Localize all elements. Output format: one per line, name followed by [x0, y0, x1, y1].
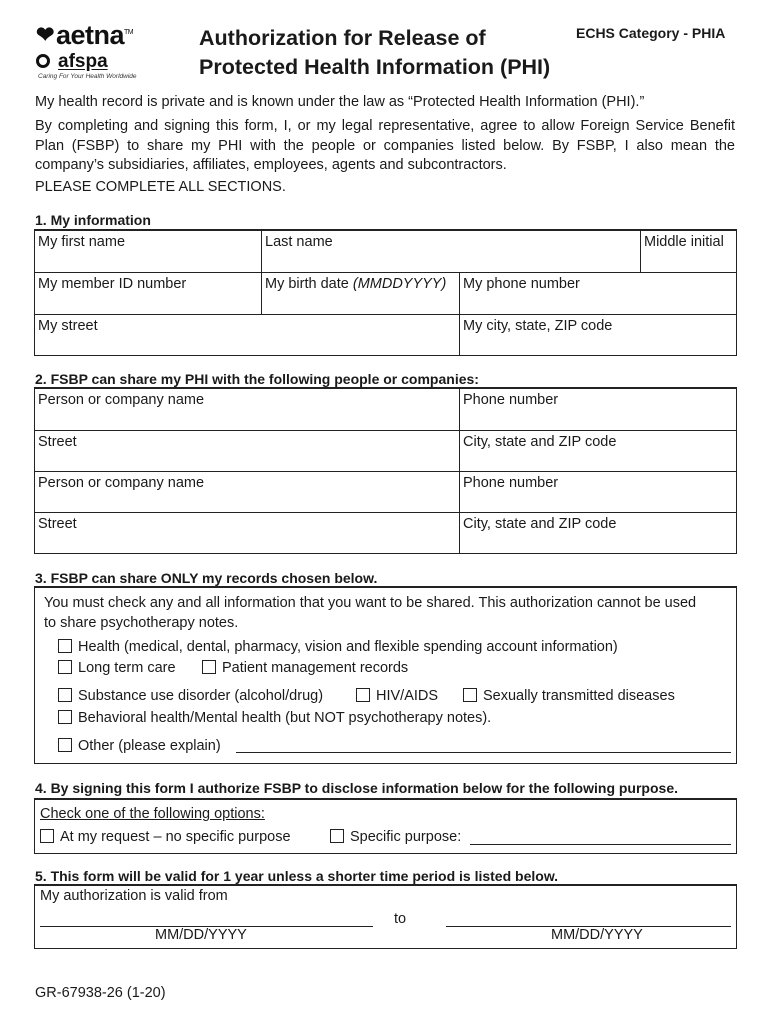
- afspa-logo-text: afspa: [58, 51, 108, 72]
- option-other-label: Other (please explain): [78, 738, 221, 754]
- intro-instruction: PLEASE COMPLETE ALL SECTIONS.: [35, 179, 286, 195]
- person1-phone-field[interactable]: [459, 388, 737, 431]
- section3-title: 3. FSBP can share ONLY my records chosen below.: [35, 570, 378, 586]
- middle-initial-label: Middle initial: [644, 234, 724, 250]
- specific-purpose-checkbox[interactable]: [330, 829, 344, 843]
- person2-street-field[interactable]: [34, 512, 460, 554]
- member-id-field[interactable]: [34, 272, 262, 315]
- form-number: GR-67938-26 (1-20): [35, 985, 166, 1001]
- birth-date-format: (MMDDYYYY): [352, 276, 447, 292]
- option-long-term-care[interactable]: [58, 660, 176, 676]
- birth-date-label: My birth date: [265, 276, 349, 292]
- form-title-line2: Protected Health Information (PHI): [199, 55, 551, 79]
- health-checkbox[interactable]: [58, 639, 72, 653]
- person2-street-label: Street: [38, 516, 77, 532]
- valid-to-date-format: MM/DD/YYYY: [551, 927, 643, 943]
- records-instructions-line1: You must check any and all information that you want to be shared. This authorization cannot be used: [44, 595, 697, 611]
- section2-title: 2. FSBP can share my PHI with the following people or companies:: [35, 371, 479, 387]
- person2-phone-label: Phone number: [463, 475, 559, 491]
- section4-title: 4. By signing this form I authorize FSBP to disclose information below for the following purpose.: [35, 780, 679, 796]
- person1-phone-label: Phone number: [463, 392, 559, 408]
- option-other[interactable]: [58, 738, 221, 754]
- heart-icon: ❤: [36, 22, 54, 47]
- option-substance-use[interactable]: [58, 688, 323, 704]
- birth-date-field[interactable]: [261, 272, 460, 315]
- option-std-label: Sexually transmitted diseases: [483, 688, 675, 704]
- form-title-line1: Authorization for Release of: [199, 26, 486, 50]
- person2-phone-field[interactable]: [459, 471, 737, 513]
- option-patient-management-label: Patient management records: [222, 660, 409, 676]
- intro-paragraph-2: By completing and signing this form, I, or my legal representative, agree to allow Foreign Service Benefit Plan (FSBP) to share my PHI with the people or companies listed below. By FSBP, I also mean the company’s subsidiaries, affiliates, employees, agents and subcontractors.: [35, 118, 735, 173]
- option-hiv-aids-label: HIV/AIDS: [376, 688, 439, 704]
- first-name-label: My first name: [38, 234, 126, 250]
- first-name-field[interactable]: [34, 230, 262, 273]
- valid-to-label: to: [394, 911, 407, 927]
- street-label: My street: [38, 318, 98, 334]
- middle-initial-field[interactable]: [640, 230, 737, 273]
- option-long-term-care-label: Long term care: [78, 660, 176, 676]
- section5-title: 5. This form will be valid for 1 year unless a shorter time period is listed below.: [35, 868, 559, 884]
- aetna-logo: ❤aetna™: [36, 20, 134, 50]
- category-label: ECHS Category - PHIA: [576, 25, 726, 41]
- option-health[interactable]: [58, 639, 618, 655]
- person1-street-field[interactable]: [34, 430, 460, 472]
- person1-name-field[interactable]: [34, 388, 460, 431]
- option-health-label: Health (medical, dental, pharmacy, vision and flexible spending account information): [78, 639, 618, 655]
- option-specific-purpose[interactable]: [330, 829, 461, 845]
- person2-name-label: Person or company name: [38, 475, 205, 491]
- section1-title: 1. My information: [35, 212, 151, 228]
- patient-management-checkbox[interactable]: [202, 660, 216, 674]
- person1-name-label: Person or company name: [38, 392, 205, 408]
- option-at-my-request-label: At my request – no specific purpose: [60, 829, 291, 845]
- option-std[interactable]: [463, 688, 675, 704]
- form-title: [199, 24, 550, 82]
- person1-city-field[interactable]: [459, 430, 737, 472]
- option-hiv-aids[interactable]: [356, 688, 438, 704]
- option-substance-use-label: Substance use disorder (alcohol/drug): [78, 688, 324, 704]
- option-behavioral-health[interactable]: [58, 710, 491, 726]
- substance-use-checkbox[interactable]: [58, 688, 72, 702]
- afspa-logo: [36, 52, 108, 72]
- behavioral-health-checkbox[interactable]: [58, 710, 72, 724]
- city-field[interactable]: [459, 314, 737, 356]
- afspa-ring-icon: [36, 54, 50, 68]
- person1-street-label: Street: [38, 434, 77, 450]
- intro-paragraph-1: My health record is private and is known under the law as “Protected Health Information (PHI).”: [35, 94, 645, 110]
- afspa-tagline: Caring For Your Health Worldwide: [38, 73, 137, 80]
- person2-city-label: City, state and ZIP code: [463, 516, 617, 532]
- person2-name-field[interactable]: [34, 471, 460, 513]
- phone-label: My phone number: [463, 276, 580, 292]
- records-instructions-line2: to share psychotherapy notes.: [44, 615, 239, 631]
- last-name-label: Last name: [265, 234, 333, 250]
- hiv-aids-checkbox[interactable]: [356, 688, 370, 702]
- member-id-label: My member ID number: [38, 276, 187, 292]
- street-field[interactable]: [34, 314, 460, 356]
- specific-purpose-line[interactable]: [470, 844, 731, 845]
- option-behavioral-health-label: Behavioral health/Mental health (but NOT psychotherapy notes).: [78, 710, 492, 726]
- option-at-my-request[interactable]: [40, 829, 291, 845]
- std-checkbox[interactable]: [463, 688, 477, 702]
- option-patient-management[interactable]: [202, 660, 408, 676]
- valid-from-label: My authorization is valid from: [40, 888, 228, 904]
- purpose-check-one: Check one of the following options:: [40, 806, 265, 822]
- option-specific-purpose-label: Specific purpose:: [350, 829, 462, 845]
- at-my-request-checkbox[interactable]: [40, 829, 54, 843]
- person1-city-label: City, state and ZIP code: [463, 434, 617, 450]
- person2-city-field[interactable]: [459, 512, 737, 554]
- valid-from-date-format: MM/DD/YYYY: [155, 927, 247, 943]
- other-checkbox[interactable]: [58, 738, 72, 752]
- long-term-care-checkbox[interactable]: [58, 660, 72, 674]
- other-explain-line[interactable]: [236, 752, 731, 753]
- phone-field[interactable]: [459, 272, 737, 315]
- aetna-logo-text: aetna: [55, 20, 124, 50]
- last-name-field[interactable]: [261, 230, 641, 273]
- city-label: My city, state, ZIP code: [463, 318, 613, 334]
